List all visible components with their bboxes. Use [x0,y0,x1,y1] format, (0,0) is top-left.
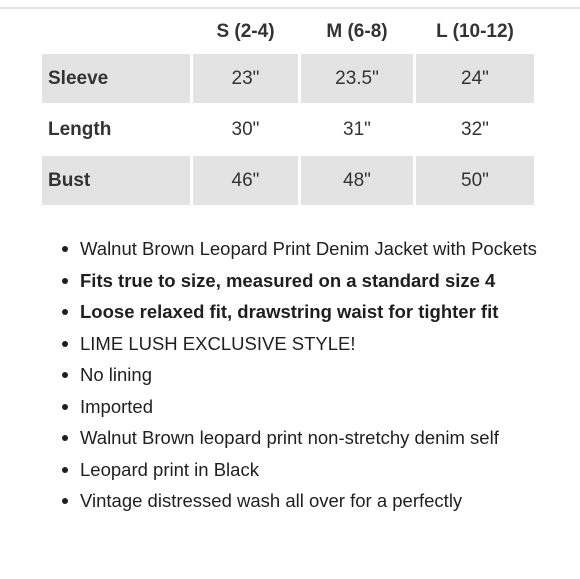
bullet-icon [62,341,68,347]
table-cell: 24" [416,54,534,103]
table-cell: 48" [301,156,413,205]
feature-list [62,233,567,517]
bullet-icon [62,246,68,252]
list-item [62,454,567,486]
header-size-medium: M (6-8) [326,20,388,42]
table-row-bust [42,156,534,205]
list-item [62,422,567,454]
table-row-length [42,105,534,154]
list-item [62,265,567,297]
table-cell: 23.5" [301,54,413,103]
list-item [62,391,567,423]
row-label: Length [48,118,112,140]
list-item-text: Walnut Brown Leopard Print Denim Jacket with Pockets [80,238,537,259]
table-row-sleeve [42,54,534,103]
list-item-text: Fits true to size, measured on a standard size 4 [80,269,496,291]
size-chart-table [39,9,537,205]
header-size-large: L (10-12) [436,20,514,42]
list-item-text: No lining [80,364,152,385]
header-size-small: S (2-4) [216,20,275,42]
table-cell: 23" [193,54,298,103]
bullet-icon [62,404,68,410]
table-cell: 31" [343,118,371,140]
size-header-row [42,9,534,54]
list-item-text: Leopard print in Black [80,458,259,480]
list-item [62,296,567,328]
list-item-text: Imported [80,395,154,417]
bullet-icon [62,435,68,441]
bullet-icon [62,467,68,473]
list-item-text: LIME LUSH EXCLUSIVE STYLE! [80,332,356,354]
list-item [62,233,567,265]
table-cell: 30" [231,118,260,140]
bullet-icon [62,372,68,378]
bullet-icon [62,309,68,315]
list-item [62,485,567,517]
list-item [62,328,567,360]
bullet-icon [62,498,68,504]
list-item [62,359,567,391]
list-item-text: Vintage distressed wash all over for a perfectly [80,490,463,511]
table-cell: 46" [193,156,298,205]
table-cell: 50" [416,156,534,205]
list-item-text: Walnut Brown leopard print non-stretchy denim self [80,427,499,448]
list-item-text: Loose relaxed fit, drawstring waist for tighter fit [80,301,499,322]
bullet-icon [62,278,68,284]
table-cell: 32" [461,118,489,140]
row-label: Sleeve [42,54,190,103]
row-label: Bust [42,156,190,205]
header-corner-cell [42,9,190,54]
